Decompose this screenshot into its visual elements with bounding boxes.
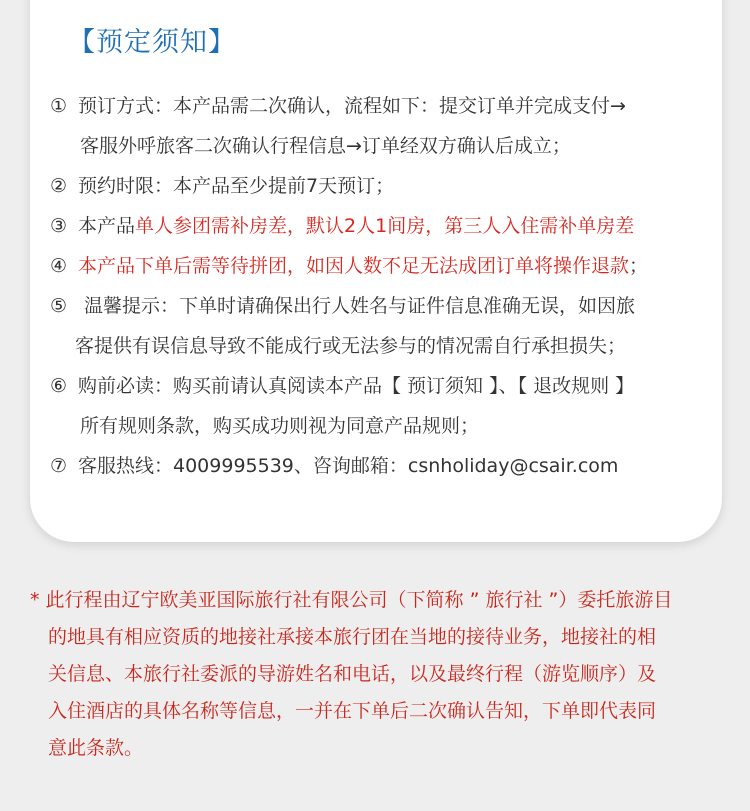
item-text: 客服热线：4009995539、咨询邮箱：csnholiday@csair.com [78, 455, 619, 477]
item-number: ④ [50, 255, 68, 277]
item-number: ⑥ [50, 375, 68, 397]
notice-item-5-cont [50, 326, 730, 366]
item-number: ⑤ [50, 295, 68, 317]
item-number: ⑦ [50, 455, 68, 477]
item-prefix: 本产品 [78, 215, 136, 237]
item-text: 购前必读：购买前请认真阅读本产品【 预订须知 】、【 退改规则 】 [78, 375, 635, 397]
booking-notice-card [30, 0, 722, 542]
footnote-line-2: 的地具有相应资质的地接社承接本旅行团在当地的接待业务，地接社的相 [48, 626, 657, 648]
title-bracket-close: 】 [208, 27, 236, 58]
item-number: ③ [50, 215, 68, 237]
notice-item-6 [50, 366, 730, 406]
footnote-disclaimer [30, 582, 730, 767]
notice-item-1 [50, 86, 730, 126]
item-text-cont: 客提供有误信息导致不能成行或无法参与的情况需自行承担损失； [75, 335, 627, 357]
item-text-cont: 客服外呼旅客二次确认行程信息→订单经双方确认后成立； [80, 135, 571, 157]
title-bracket-open: 【 [68, 27, 96, 58]
footnote-line-3: 关信息、本旅行社委派的导游姓名和电话，以及最终行程（游览顺序）及 [48, 663, 657, 685]
notice-item-7 [50, 446, 730, 486]
section-title [68, 20, 236, 59]
item-highlight: 单人参团需补房差，默认2人1间房，第三人入住需补单房差 [135, 215, 635, 237]
item-number: ② [50, 175, 68, 197]
item-text: 预约时限：本产品至少提前7天预订； [78, 175, 395, 197]
item-text: 预订方式：本产品需二次确认，流程如下：提交订单并完成支付→ [78, 95, 626, 117]
footnote-line-4: 入住酒店的具体名称等信息，一并在下单后二次确认告知，下单即代表同 [48, 700, 657, 722]
item-highlight: 本产品下单后需等待拼团，如因人数不足无法成团订单将操作退款 [78, 255, 630, 277]
notice-item-3 [50, 206, 730, 246]
notice-item-5 [50, 286, 730, 326]
item-suffix: ； [629, 255, 649, 277]
item-text: 温馨提示：下单时请确保出行人姓名与证件信息准确无误，如因旅 [78, 295, 636, 317]
notice-item-4 [50, 246, 730, 286]
footnote-line-5: 意此条款。 [48, 737, 144, 759]
notice-item-1-cont [50, 126, 730, 166]
title-text: 预定须知 [96, 27, 208, 58]
notice-item-2 [50, 166, 730, 206]
footnote-line-1: * 此行程由辽宁欧美亚国际旅行社有限公司（下简称 ” 旅行社 ”）委托旅游目 [30, 589, 673, 611]
notice-item-6-cont [50, 406, 730, 446]
notice-list [50, 86, 730, 486]
item-text-cont: 所有规则条款，购买成功则视为同意产品规则； [80, 415, 480, 437]
item-number: ① [50, 95, 68, 117]
